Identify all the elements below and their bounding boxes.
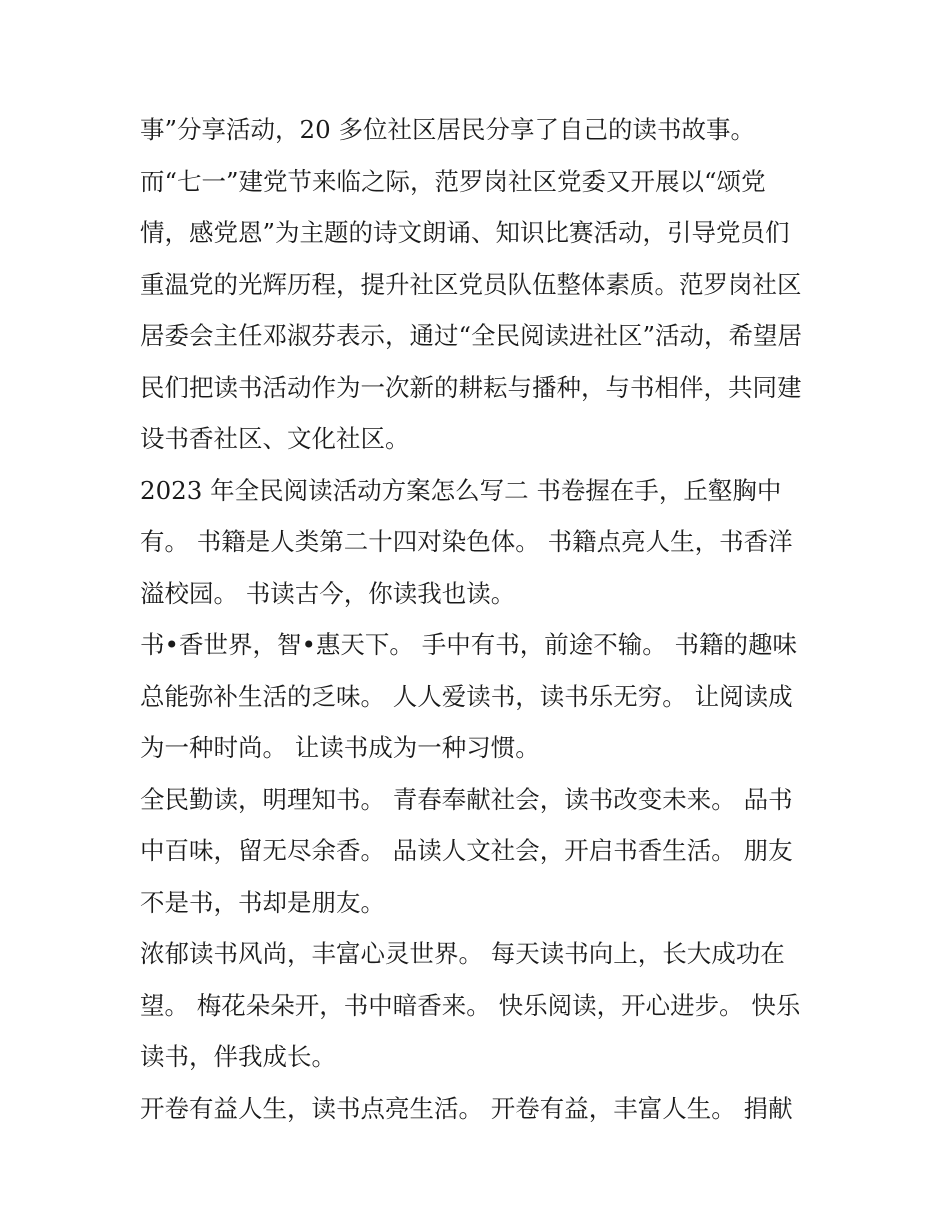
text-line: 情，感党恩”为主题的诗文朗诵、知识比赛活动，引导党员们 bbox=[140, 218, 790, 247]
text-line: 有。 书籍是人类第二十四对染色体。 书籍点亮人生，书香洋 bbox=[140, 527, 793, 556]
text-line: 事”分享活动，20 多位社区居民分享了自己的读书故事。 bbox=[140, 115, 755, 144]
text-line: 全民勤读，明理知书。 青春奉献社会，读书改变未来。 品书 bbox=[140, 784, 793, 814]
text-line: 居委会主任邓淑芬表示，通过“全民阅读进社区”活动，希望居 bbox=[140, 321, 803, 350]
text-line: 设书香社区、文化社区。 bbox=[140, 424, 410, 453]
text-line: 溢校园。 书读古今，你读我也读。 bbox=[140, 578, 516, 608]
text-line: 书•香世界，智•惠天下。 手中有书，前途不输。 书籍的趣味 bbox=[140, 630, 797, 659]
text-line: 总能弥补生活的乏味。 人人爱读书，读书乐无穷。 让阅读成 bbox=[140, 681, 793, 711]
text-line: 开卷有益人生，读书点亮生活。 开卷有益，丰富人生。 捐献 bbox=[140, 1093, 793, 1123]
text-line: 2023 年全民阅读活动方案怎么写二 书卷握在手，丘壑胸中 bbox=[140, 475, 782, 505]
text-line: 读书，伴我成长。 bbox=[140, 1042, 336, 1071]
text-line: 中百味，留无尽余香。 品读人文社会，开启书香生活。 朋友 bbox=[140, 836, 793, 865]
text-line: 浓郁读书风尚，丰富心灵世界。 每天读书向上，长大成功在 bbox=[140, 939, 785, 968]
text-line: 望。 梅花朵朵开，书中暗香来。 快乐阅读，开心进步。 快乐 bbox=[140, 990, 801, 1020]
text-line: 民们把读书活动作为一次新的耕耘与播种，与书相伴，共同建 bbox=[140, 372, 802, 402]
text-line: 而“七一”建党节来临之际，范罗岗社区党委又开展以“颂党 bbox=[140, 166, 766, 196]
document-body bbox=[140, 104, 820, 1134]
text-line: 为一种时尚。 让读书成为一种习惯。 bbox=[140, 733, 540, 762]
text-line: 重温党的光辉历程，提升社区党员队伍整体素质。范罗岗社区 bbox=[140, 269, 802, 299]
text-line: 不是书，书却是朋友。 bbox=[140, 887, 385, 917]
